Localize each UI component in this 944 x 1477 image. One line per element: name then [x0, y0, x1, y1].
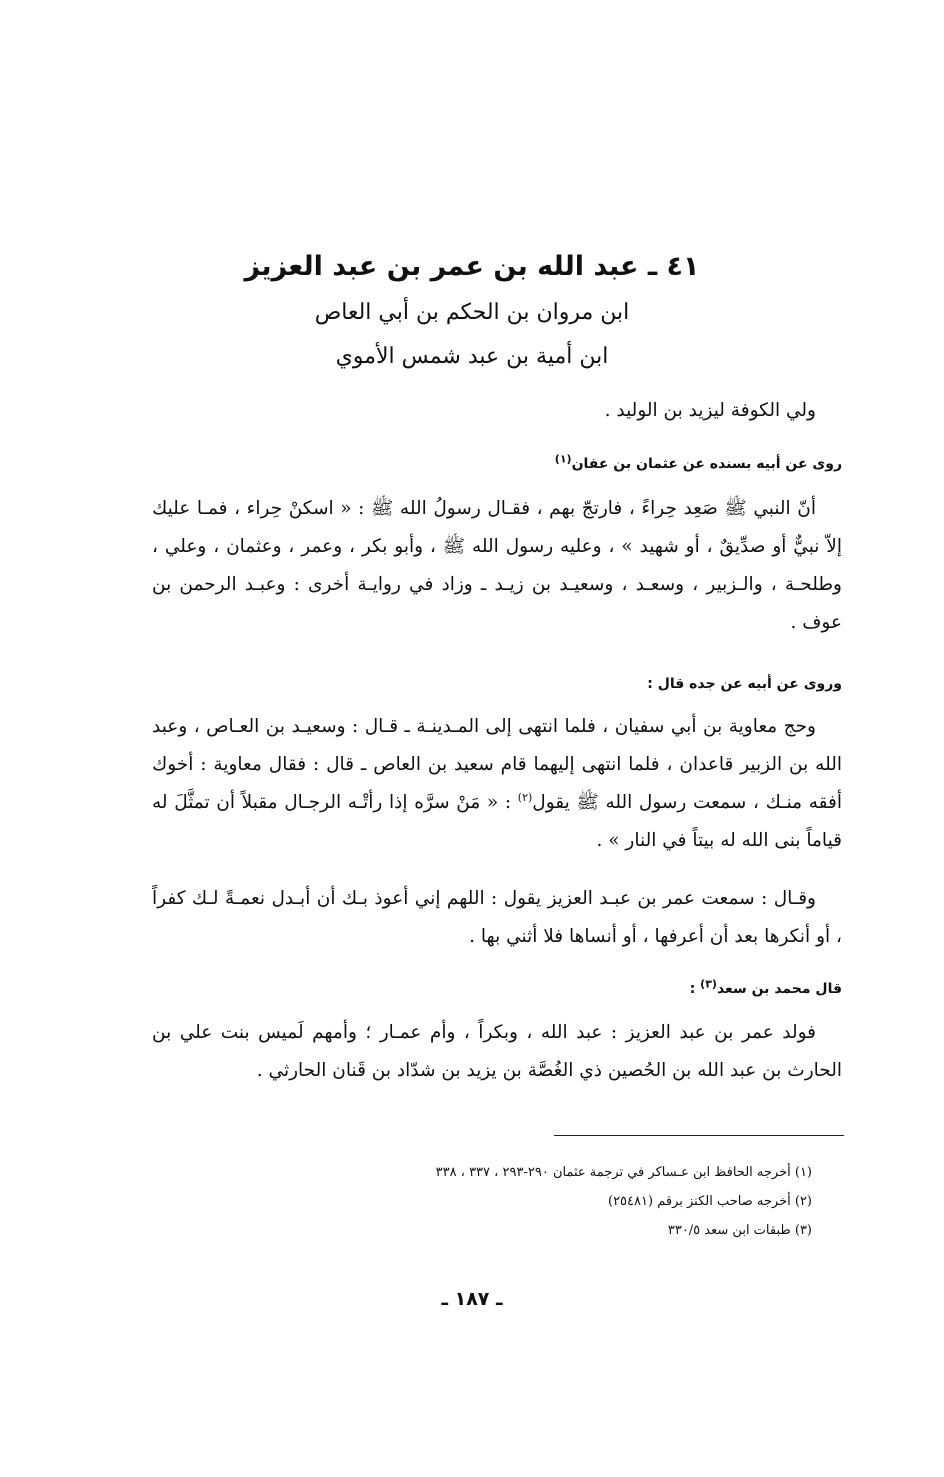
section-1-heading-text: روى عن أبيه بسنده عن عثمان بن عفان [571, 456, 842, 472]
footnote-1: (١) أخرجه الحافظ ابن عـساكر في ترجمة عثمان ٢٩٠-٢٩٣ ، ٣٣٧ ، ٣٣٨ [435, 1165, 812, 1180]
footnote-ref-1: (١) [554, 452, 572, 466]
section-4-heading [152, 977, 842, 1001]
lineage-line-2: ابن أمية بن عبد شمس الأموي [335, 344, 609, 369]
footnote-ref-2: (٢) [517, 790, 533, 804]
footnote-2: (٢) أخرجه صاحب الكنز برقم (٢٥٤٨١) [608, 1194, 812, 1209]
section-2-heading: وروى عن أبيه عن جده قال : [647, 676, 842, 692]
hadith-paragraph-1: أنّ النبي ﷺ صَعِد حِراءً ، فارتجّ بهم ، فقـال رسولُ الله ﷺ : « اسكنْ حِراء ، فمـا عليك إلاّ نبيٌّ أو صدِّيقٌ ، أو شهيد » ، وعليه رسول الله ﷺ ، وأبو بكر ، وعمر ، وعثمان ، وعلي ، وطلحـة ، والـزبير ، وسعـد ، وسعيـد بن زيـد ـ وزاد في روايـة أخرى : وعبـد الرحمن بن عوف . [152, 498, 842, 633]
paragraph-2-text-continued: : « مَنْ سرَّه إذا رأتْـه الرجـال مقبلاً أن تمثَّلَ له قياماً بنى الله له بيتاً في النار » . [152, 792, 842, 851]
quote-paragraph: وقـال : سمعت عمر بن عبـد العزيز يقول : اللهم إني أعوذ بـك أن أبـدل نعمـةً لـك كفراً ، أو أنكرها بعد أن أعرفها ، أو أنساها فلا أثني بها . [152, 888, 842, 947]
chapter-title: ٤١ ـ عبد الله بن عمر بن عبد العزيز [244, 251, 700, 282]
footnote-divider [554, 1135, 844, 1136]
footnotes [152, 1158, 812, 1245]
chapter-header [0, 243, 944, 379]
lineage-line-1: ابن مروان بن الحكم بن أبي العاص [314, 300, 630, 325]
paragraph-2-text: وحج معاوية بن أبي سفيان ، فلما انتهى إلى المـدينـة ـ قـال : وسعيـد بن العـاص ، وعبد الله بن الزبير قاعدان ، فلما انتهى إليهما قام سعيد بن العاص ـ قال : فقال معاوية : أخوك أفقه منـك ، سمعت رسول الله ﷺ يقول [152, 716, 842, 813]
hadith-paragraph-2 [152, 708, 842, 860]
footnote-ref-3: (٣) [700, 977, 717, 991]
intro-paragraph: ولي الكوفة ليزيد بن الوليد . [604, 400, 816, 421]
section-1-heading [152, 452, 842, 476]
genealogy-paragraph: فولد عمر بن عبد العزيز : عبد الله ، وبكراً ، وأم عمـار ؛ وأمهم لَميس بنت علي بن الحارث بن عبد الله بن الحُصين ذي الغُصَّة بن يزيد بن شدّاد بن قَنان الحارثي . [152, 1022, 842, 1081]
footnote-3: (٣) طبقات ابن سعد ٣٣٠/٥ [667, 1223, 812, 1238]
page-number: ـ ١٨٧ ـ [441, 1288, 503, 1310]
section-4-heading-colon: : [689, 981, 701, 997]
section-4-heading-text: قال محمد بن سعد [716, 981, 842, 997]
